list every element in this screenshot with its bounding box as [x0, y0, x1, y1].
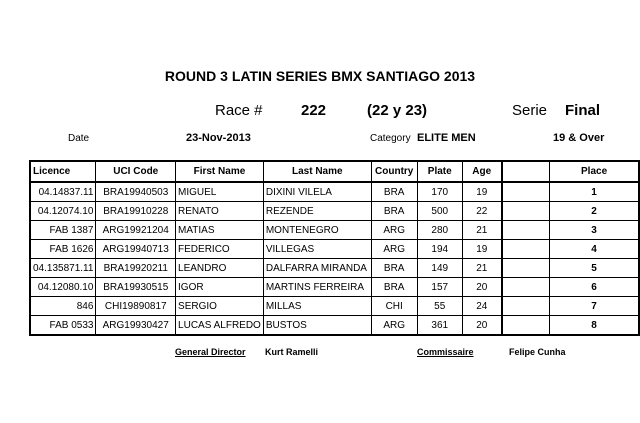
table-row [30, 202, 639, 221]
cell-last-name: MILLAS [263, 297, 371, 316]
header-uci-code: UCI Code [96, 161, 176, 182]
cell-last-name: VILLEGAS [263, 240, 371, 259]
table-row [30, 316, 639, 336]
race-number: 222 [301, 102, 327, 119]
cell-age: 19 [462, 240, 501, 259]
cell-licence: FAB 1387 [30, 221, 96, 240]
cell-place: 1 [550, 182, 639, 202]
header-country: Country [371, 161, 417, 182]
cell-licence: 04.14837.11 [30, 182, 96, 202]
date-value: 23-Nov-2013 [186, 132, 251, 144]
header-blank [502, 161, 550, 182]
cell-plate: 149 [417, 259, 462, 278]
cell-licence: 04.12080.10 [30, 278, 96, 297]
race-label: Race # [215, 102, 263, 119]
cell-uci-code: BRA19930515 [96, 278, 176, 297]
header-last-name: Last Name [263, 161, 371, 182]
cell-country: ARG [371, 240, 417, 259]
cell-country: CHI [371, 297, 417, 316]
cell-first-name: MATIAS [176, 221, 264, 240]
serie-label: Serie [512, 102, 548, 119]
cell-last-name: MONTENEGRO [263, 221, 371, 240]
date-label: Date [68, 133, 90, 144]
cell-country: BRA [371, 202, 417, 221]
cell-blank [502, 297, 550, 316]
cell-country: BRA [371, 278, 417, 297]
cell-uci-code: ARG19921204 [96, 221, 176, 240]
cell-last-name: REZENDE [263, 202, 371, 221]
cell-age: 19 [462, 182, 501, 202]
cell-plate: 55 [417, 297, 462, 316]
cell-uci-code: CHI19890817 [96, 297, 176, 316]
cell-plate: 500 [417, 202, 462, 221]
table-row [30, 259, 639, 278]
cell-country: ARG [371, 221, 417, 240]
cell-plate: 194 [417, 240, 462, 259]
age-group: 19 & Over [553, 132, 605, 144]
page-title: ROUND 3 LATIN SERIES BMX SANTIAGO 2013 [164, 68, 476, 84]
director-name: Kurt Ramelli [265, 347, 319, 357]
cell-place: 6 [550, 278, 639, 297]
header-licence: Licence [30, 161, 96, 182]
cell-blank [502, 278, 550, 297]
cell-place: 8 [550, 316, 639, 336]
cell-first-name: FEDERICO [176, 240, 264, 259]
cell-place: 2 [550, 202, 639, 221]
cell-age: 21 [462, 259, 501, 278]
cell-country: BRA [371, 182, 417, 202]
header-first-name: First Name [176, 161, 264, 182]
cell-first-name: MIGUEL [176, 182, 264, 202]
cell-place: 7 [550, 297, 639, 316]
table-row [30, 182, 639, 202]
header-place: Place [550, 161, 639, 182]
cell-plate: 280 [417, 221, 462, 240]
cell-place: 4 [550, 240, 639, 259]
race-heats: (22 y 23) [367, 102, 428, 119]
cell-licence: FAB 1626 [30, 240, 96, 259]
cell-place: 5 [550, 259, 639, 278]
serie-value: Final [565, 102, 601, 119]
cell-last-name: BUSTOS [263, 316, 371, 336]
header-age: Age [462, 161, 501, 182]
cell-licence: 04.135871.11 [30, 259, 96, 278]
results-table [29, 160, 640, 336]
cell-age: 24 [462, 297, 501, 316]
cell-first-name: LEANDRO [176, 259, 264, 278]
category-value: ELITE MEN [417, 132, 476, 144]
table-row [30, 240, 639, 259]
cell-plate: 170 [417, 182, 462, 202]
cell-place: 3 [550, 221, 639, 240]
table-row [30, 297, 639, 316]
director-label: General Director [175, 347, 246, 357]
cell-country: ARG [371, 316, 417, 336]
cell-age: 22 [462, 202, 501, 221]
cell-blank [502, 259, 550, 278]
cell-age: 21 [462, 221, 501, 240]
cell-licence: 04.12074.10 [30, 202, 96, 221]
cell-age: 20 [462, 316, 501, 336]
category-label: Category [370, 133, 411, 144]
cell-licence: FAB 0533 [30, 316, 96, 336]
cell-last-name: DIXINI VILELA [263, 182, 371, 202]
cell-uci-code: BRA19910228 [96, 202, 176, 221]
cell-first-name: IGOR [176, 278, 264, 297]
cell-last-name: DALFARRA MIRANDA [263, 259, 371, 278]
cell-plate: 361 [417, 316, 462, 336]
table-row [30, 278, 639, 297]
header-plate: Plate [417, 161, 462, 182]
table-header-row [30, 161, 639, 182]
cell-blank [502, 240, 550, 259]
cell-plate: 157 [417, 278, 462, 297]
cell-age: 20 [462, 278, 501, 297]
cell-first-name: RENATO [176, 202, 264, 221]
cell-last-name: MARTINS FERREIRA [263, 278, 371, 297]
cell-uci-code: BRA19920211 [96, 259, 176, 278]
cell-country: BRA [371, 259, 417, 278]
cell-blank [502, 202, 550, 221]
cell-uci-code: ARG19930427 [96, 316, 176, 336]
cell-first-name: LUCAS ALFREDO [176, 316, 264, 336]
cell-uci-code: BRA19940503 [96, 182, 176, 202]
commissaire-name: Felipe Cunha [509, 347, 566, 357]
table-row [30, 221, 639, 240]
commissaire-label: Commissaire [417, 347, 474, 357]
cell-blank [502, 182, 550, 202]
cell-first-name: SERGIO [176, 297, 264, 316]
cell-blank [502, 221, 550, 240]
cell-blank [502, 316, 550, 336]
cell-uci-code: ARG19940713 [96, 240, 176, 259]
cell-licence: 846 [30, 297, 96, 316]
